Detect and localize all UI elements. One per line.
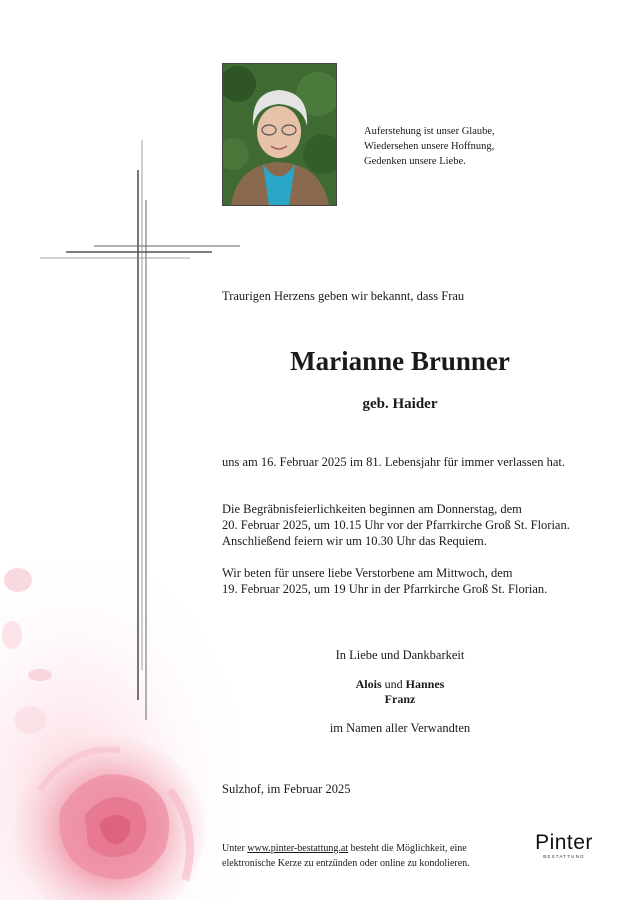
mourner-name: Alois: [355, 677, 382, 691]
rosary-details: [222, 565, 547, 597]
poem-line: Gedenken unsere Liebe.: [364, 156, 466, 167]
mourner-name: Hannes: [405, 677, 445, 691]
poem-line: Wiedersehen unsere Hoffnung,: [364, 141, 495, 152]
poem-line: Auferstehung ist unser Glaube,: [364, 126, 495, 137]
footer-line2: elektronische Kerze zu entzünden oder online zu kondolieren.: [222, 858, 470, 869]
intro-text: Traurigen Herzens geben wir bekannt, dass Frau: [222, 289, 465, 303]
mourner-names-second: [222, 692, 578, 707]
memorial-poem: [364, 124, 564, 169]
funeral-details: [222, 501, 570, 549]
mourner-name: Franz: [384, 692, 416, 706]
relatives-text: im Namen aller Verwandten: [329, 721, 471, 735]
funeral-line: Die Begräbnisfeierlichkeiten beginnen am Donnerstag, dem: [222, 502, 522, 516]
closing-text: In Liebe und Dankbarkeit: [335, 648, 465, 662]
maiden-name: geb. Haider: [362, 396, 438, 412]
footer-prefix: Unter: [222, 843, 245, 854]
place-date: Sulzhof, im Februar 2025: [222, 782, 351, 796]
funeral-line: 20. Februar 2025, um 10.15 Uhr vor der Pfarrkirche Groß St. Florian.: [222, 518, 570, 532]
funeral-line: Anschließend feiern wir um 10.30 Uhr das Requiem.: [222, 534, 487, 548]
portrait-photo: [222, 63, 337, 206]
website-link[interactable]: www.pinter-bestattung.at: [247, 843, 349, 854]
rosary-line: 19. Februar 2025, um 19 Uhr in der Pfarrkirche Groß St. Florian.: [222, 582, 548, 596]
death-notice: uns am 16. Februar 2025 im 81. Lebensjahr für immer verlassen hat.: [222, 455, 565, 469]
deceased-name: Marianne Brunner: [290, 346, 510, 376]
mourner-names: [222, 677, 578, 692]
pinter-logo: [528, 831, 600, 859]
cross-decoration: [30, 140, 260, 720]
logo-subtitle: BESTATTUNG: [543, 854, 585, 859]
rosary-line: Wir beten für unsere liebe Verstorbene am Mittwoch, dem: [222, 566, 513, 580]
and-word: und: [384, 677, 403, 691]
logo-word: Pinter: [535, 831, 593, 854]
footer-note: [222, 841, 470, 871]
footer-line1-rest: besteht die Möglichkeit, eine: [350, 843, 467, 854]
